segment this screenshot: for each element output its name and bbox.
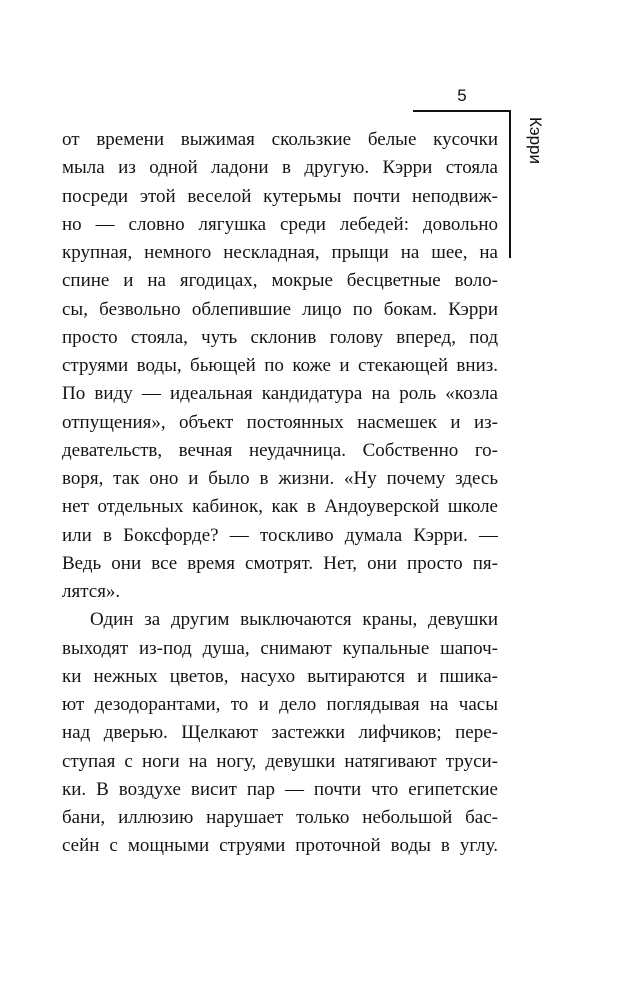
text-line: воря, так оно и было в жизни. «Ну почему здесь xyxy=(62,468,498,489)
text-line: сы, безвольно облепившие лицо по бокам. Кэрри xyxy=(62,298,498,320)
page-number: 5 xyxy=(457,86,467,105)
text-line: ступая с ноги на ногу, девушки натягивают труси- xyxy=(62,750,498,772)
text-line: от времени выжимая скользкие белые кусочки xyxy=(62,129,498,150)
text-line: сейн с мощными струями проточной воды в углу. xyxy=(62,835,498,857)
text-line: лятся». xyxy=(62,581,121,602)
text-line: ют дезодорантами, то и дело поглядывая на часы xyxy=(62,694,498,715)
text-line: спине и на ягодицах, мокрые бесцветные воло- xyxy=(62,270,498,292)
text-line: ки нежных цветов, насухо вытираются и пшика- xyxy=(62,665,498,687)
text-line: над дверью. Щелкают застежки лифчиков; пере- xyxy=(62,722,498,744)
text-line: нет отдельных кабинок, как в Андоуверской школе xyxy=(62,496,498,518)
text-line: посреди этой веселой кутерьмы почти неподвиж- xyxy=(62,185,498,207)
text-line: но — словно лягушка среди лебедей: довольно xyxy=(62,213,498,235)
header-rule-horizontal xyxy=(413,110,511,112)
text-line: отпущения», объект постоянных насмешек и из- xyxy=(62,411,498,433)
text-line: просто стояла, чуть склонив голову вперед, под xyxy=(62,326,498,348)
text-line: струями воды, бьющей по коже и стекающей вниз. xyxy=(62,355,498,376)
text-line: Ведь они все время смотрят. Нет, они просто пя- xyxy=(62,552,498,574)
running-head: Кэрри xyxy=(526,117,545,164)
body-text xyxy=(62,126,498,861)
text-line: девательств, вечная неудачница. Собственно го- xyxy=(62,439,498,461)
text-line: бани, иллюзию нарушает только небольшой бас- xyxy=(62,807,498,828)
text-line: или в Боксфорде? — тоскливо думала Кэрри. — xyxy=(62,524,498,546)
text-line: По виду — идеальная кандидатура на роль «козла xyxy=(62,383,498,405)
text-line: мыла из одной ладони в другую. Кэрри стояла xyxy=(62,157,498,179)
text-line: ки. В воздухе висит пар — почти что египетские xyxy=(62,778,498,800)
paragraph xyxy=(62,606,498,860)
header-rule-vertical xyxy=(509,110,511,258)
text-line: Один за другим выключаются краны, девушки xyxy=(90,609,498,631)
text-line: крупная, немного нескладная, прыщи на шее, на xyxy=(62,242,498,263)
text-line: выходят из-под душа, снимают купальные шапоч- xyxy=(62,637,498,659)
paragraph xyxy=(62,126,498,606)
